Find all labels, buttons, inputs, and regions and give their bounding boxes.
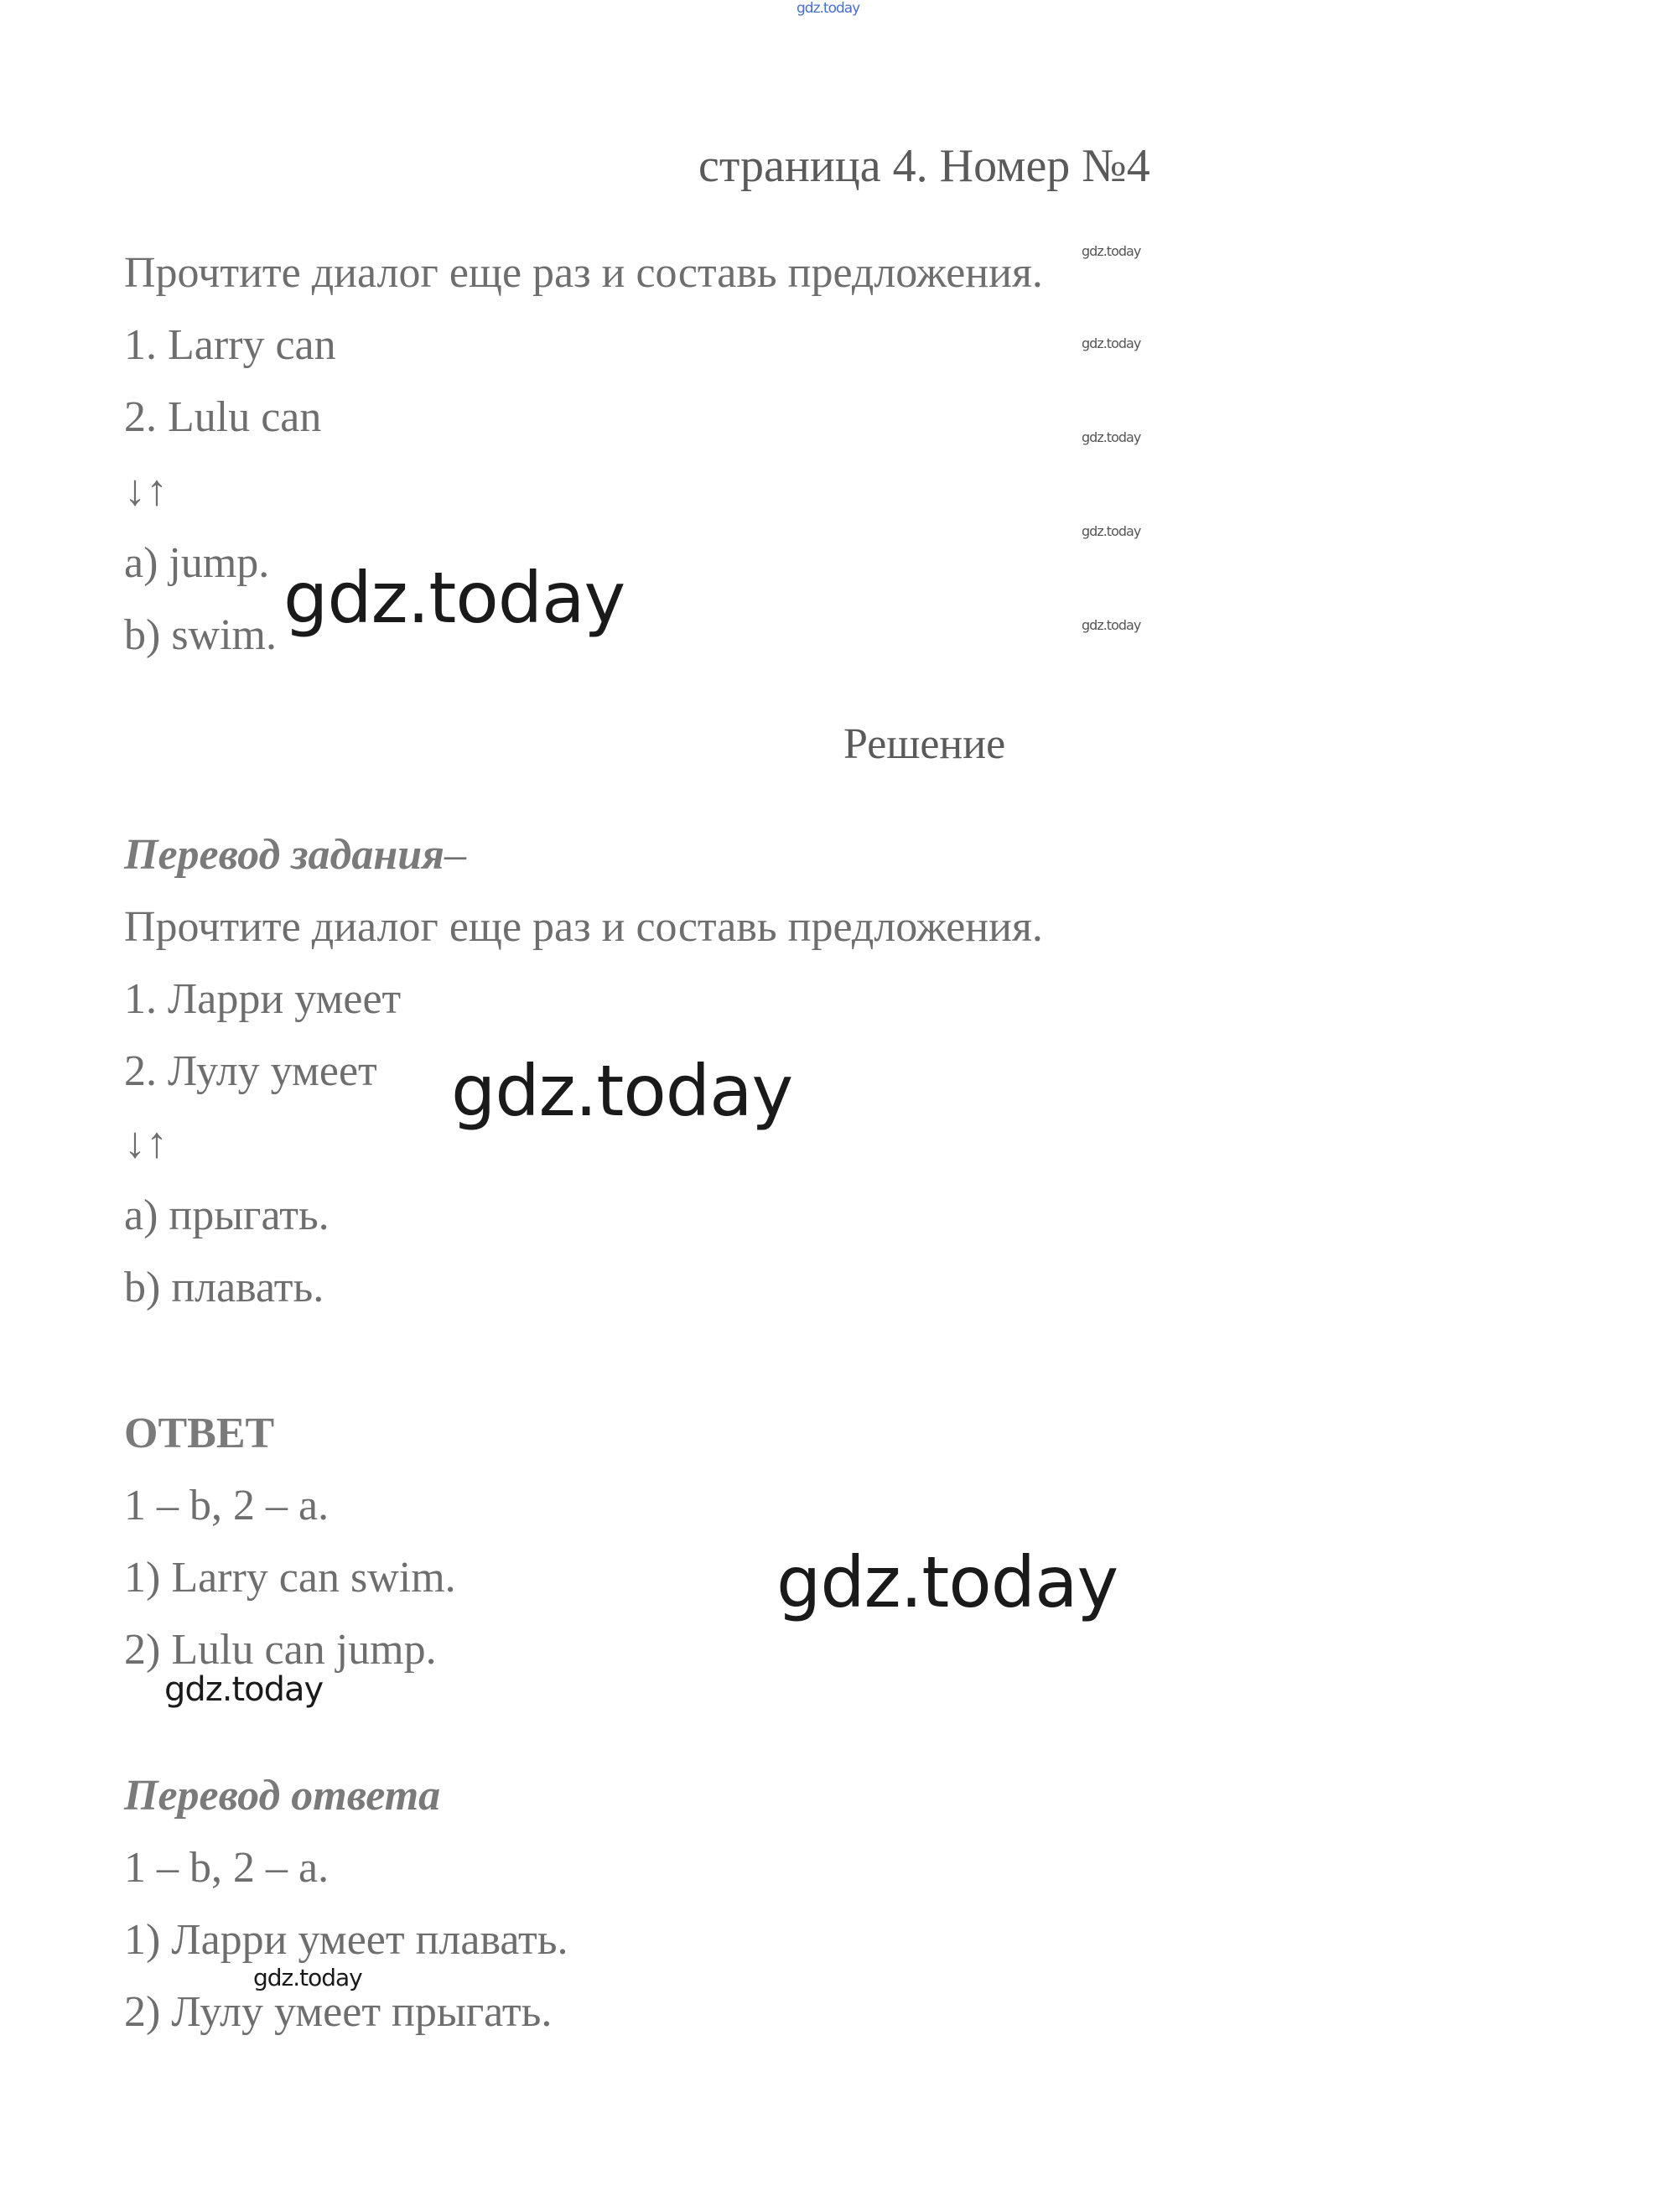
translation-heading — [124, 830, 466, 880]
answer-translation-sentence: 2) Лулу умеет прыгать. — [124, 1988, 553, 2036]
translation-heading-text: Перевод задания — [124, 831, 444, 879]
answer-sentence: 2) Lulu can jump. — [124, 1626, 437, 1674]
task-instruction: Прочтите диалог еще раз и составь предложения. — [124, 249, 1043, 297]
answer-heading: ОТВЕТ — [124, 1410, 275, 1457]
translation-option: b) плавать. — [124, 1264, 324, 1311]
solution-label: Решение — [843, 720, 1006, 768]
translation-item: 2. Лулу умеет — [124, 1047, 377, 1095]
watermark-small: gdz.today — [1082, 617, 1141, 633]
watermark-small: gdz.today — [1082, 243, 1141, 259]
watermark-small: gdz.today — [1082, 429, 1141, 445]
task-option: a) jump. — [124, 539, 270, 587]
translation-instruction: Прочтите диалог еще раз и составь предложения. — [124, 903, 1043, 951]
answer-translation-sentence: 1) Ларри умеет плавать. — [124, 1916, 568, 1964]
answer-translation-key: 1 – b, 2 – a. — [124, 1844, 329, 1892]
watermark-large: gdz.today — [283, 557, 625, 639]
watermark-small: gdz.today — [253, 1964, 362, 1991]
answer-translation-heading: Перевод ответа — [124, 1772, 441, 1820]
page-title: страница 4. Номер №4 — [698, 140, 1150, 192]
answer-sentence: 1) Larry can swim. — [124, 1554, 456, 1602]
task-item: 1. Larry can — [124, 321, 336, 369]
watermark-large: gdz.today — [776, 1541, 1118, 1623]
task-item: 2. Lulu can — [124, 393, 322, 441]
watermark-large: gdz.today — [451, 1050, 793, 1132]
translation-option: a) прыгать. — [124, 1192, 329, 1239]
watermark-small: gdz.today — [1082, 523, 1141, 539]
translation-item: 1. Ларри умеет — [124, 975, 402, 1023]
arrows: ↓↑ — [124, 1119, 168, 1167]
answer-key: 1 – b, 2 – a. — [124, 1482, 329, 1529]
watermark-top: gdz.today — [796, 0, 860, 17]
task-option: b) swim. — [124, 611, 277, 659]
arrows: ↓↑ — [124, 467, 168, 515]
watermark-small: gdz.today — [1082, 335, 1141, 351]
translation-heading-dash: – — [444, 831, 466, 879]
watermark-medium: gdz.today — [164, 1670, 324, 1709]
